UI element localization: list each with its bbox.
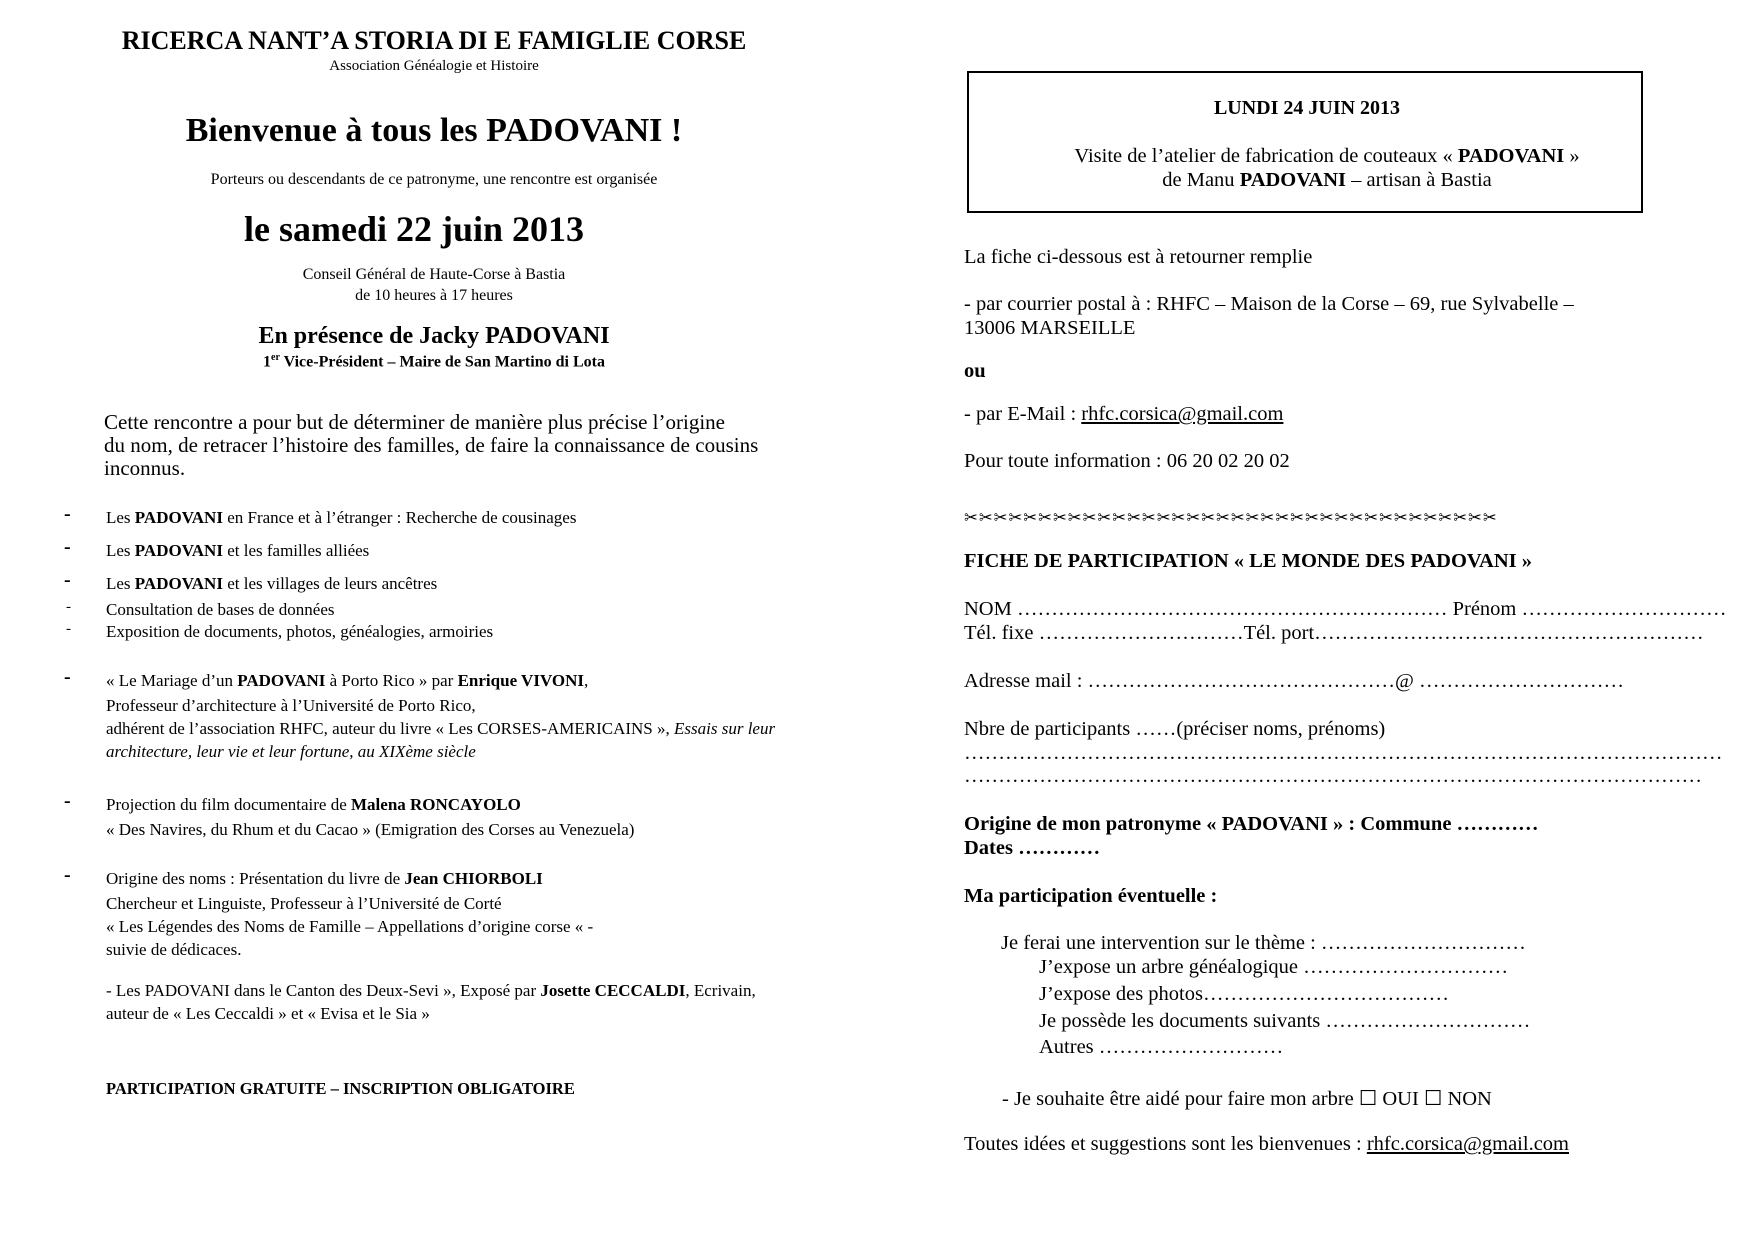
bullet-dash: -	[66, 621, 71, 637]
option-intervention: Je ferai une intervention sur le thème : …………………………	[1001, 932, 1526, 954]
help-request-line: - Je souhaite être aidé pour faire mon arbre ☐ OUI ☐ NON	[1002, 1088, 1492, 1110]
presence-line	[40, 323, 828, 350]
email-link[interactable]: rhfc.corsica@gmail.com	[1081, 403, 1284, 425]
visit-line-2: de Manu PADOVANI – artisan à Bastia	[1162, 169, 1492, 191]
purpose-line-2: du nom, de retracer l’histoire des familles, de faire la connaissance de cousins	[104, 433, 759, 457]
organization-subtitle: Association Généalogie et Histoire	[329, 58, 539, 74]
event-hours: de 10 heures à 17 heures	[355, 287, 513, 304]
return-note: La fiche ci-dessous est à retourner remplie	[964, 246, 1313, 268]
origin-line: Origine de mon patronyme « PADOVANI » : Commune …………	[964, 813, 1539, 835]
option-documents: Je possède les documents suivants …………………………	[1039, 1010, 1531, 1032]
scissors-cut-line: ✂✂✂✂✂✂✂✂✂✂✂✂✂✂✂✂✂✂✂✂✂✂✂✂✂✂✂✂✂✂✂✂✂✂✂✂	[964, 508, 1498, 527]
talk-chiorboli: Origine des noms : Présentation du livre de Jean CHIORBOLI	[106, 869, 543, 888]
option-autres: Autres ………………………	[1039, 1036, 1284, 1058]
info-line: Pour toute information : 06 20 02 20 02	[964, 450, 1290, 472]
bullet-dash: -	[64, 536, 71, 558]
presence-name: Jacky PADOVANI	[419, 323, 610, 349]
bullet-dash: -	[64, 503, 71, 525]
field-email: Adresse mail : ………………………………………@ …………………………	[964, 670, 1625, 692]
list-item-cousinages: Les PADOVANI en France et à l’étranger : Recherche de cousinages	[106, 508, 577, 527]
or-label: ou	[964, 360, 986, 382]
role-num: 1	[263, 353, 272, 371]
talk-chiorboli-line-4: suivie de dédicaces.	[106, 940, 242, 959]
list-item-bases: Consultation de bases de données	[106, 600, 335, 619]
bullet-dash: -	[64, 864, 71, 886]
welcome-heading: Bienvenue à tous les PADOVANI !	[185, 112, 683, 149]
form-title: FICHE DE PARTICIPATION « LE MONDE DES PADOVANI »	[964, 550, 1533, 572]
field-nom-prenom: NOM ……………………………………………………… Prénom …………………………	[964, 598, 1727, 620]
postal-line-1: - par courrier postal à : RHFC – Maison de la Corse – 69, rue Sylvabelle –	[964, 293, 1574, 315]
purpose-line-1: Cette rencontre a pour but de déterminer de manière plus précise l’origine	[104, 410, 725, 434]
footer-participation: PARTICIPATION GRATUITE – INSCRIPTION OBLIGATOIRE	[106, 1079, 575, 1098]
monday-date: LUNDI 24 JUIN 2013	[1213, 97, 1401, 119]
option-photos: J’expose des photos………………………………	[1039, 983, 1449, 1005]
talk-vivoni: « Le Mariage d’un PADOVANI à Porto Rico » par Enrique VIVONI,	[106, 671, 589, 690]
organization-title: RICERCA NANT’A STORIA DI E FAMIGLIE CORSE	[121, 26, 747, 55]
talk-ceccaldi: - Les PADOVANI dans le Canton des Deux-Sevi », Exposé par Josette CECCALDI, Ecrivain,	[106, 981, 756, 1000]
intro-text: Porteurs ou descendants de ce patronyme, une rencontre est organisée	[210, 171, 658, 188]
talk-chiorboli-line-3: « Les Légendes des Noms de Famille – Appellations d’origine corse « -	[106, 917, 594, 936]
bullet-dash: -	[64, 790, 71, 812]
purpose-line-3: inconnus.	[104, 456, 186, 480]
presence-role	[40, 352, 828, 371]
bullet-dash: -	[64, 666, 71, 688]
role-sup: er	[271, 352, 280, 363]
field-participants: Nbre de participants ……(préciser noms, prénoms)	[964, 718, 1386, 740]
dates-line: Dates …………	[964, 837, 1101, 859]
postal-line-2: 13006 MARSEILLE	[964, 317, 1136, 339]
talk-roncayolo-line-2: « Des Navires, du Rhum et du Cacao » (Emigration des Corses au Venezuela)	[106, 820, 635, 839]
ideas-email-link[interactable]: rhfc.corsica@gmail.com	[1366, 1133, 1569, 1155]
list-item-exposition: Exposition de documents, photos, généalogies, armoiries	[106, 622, 494, 641]
presence-label: En présence de	[258, 323, 420, 349]
talk-vivoni-line-4: architecture, leur vie et leur fortune, au XIXème siècle	[106, 742, 476, 761]
field-telephone: Tél. fixe …………………………Tél. port…………………………………………………	[964, 622, 1704, 644]
monday-visit-box	[967, 71, 1643, 213]
talk-vivoni-line-3: adhérent de l’association RHFC, auteur du livre « Les CORSES-AMERICAINS », Essais sur leur	[106, 719, 776, 738]
talk-roncayolo: Projection du film documentaire de Malena RONCAYOLO	[106, 795, 521, 814]
participation-heading: Ma participation éventuelle :	[964, 885, 1218, 907]
visit-line-1: Visite de l’atelier de fabrication de couteaux « PADOVANI »	[1074, 145, 1580, 167]
option-arbre: J’expose un arbre généalogique …………………………	[1039, 956, 1509, 978]
field-dots-2: ………………………………………………………………………………………………	[964, 765, 1702, 787]
talk-ceccaldi-line-2: auteur de « Les Ceccaldi » et « Evisa et le Sia »	[106, 1004, 430, 1023]
field-dots-1: …………………………………………………………………………………………………	[964, 742, 1723, 764]
role-rest: Vice-Président – Maire de San Martino di Lota	[279, 353, 605, 371]
email-line: - par E-Mail : rhfc.corsica@gmail.com	[964, 403, 1284, 425]
event-date: le samedi 22 juin 2013	[243, 209, 584, 249]
talk-vivoni-line-2: Professeur d’architecture à l’Université de Porto Rico,	[106, 696, 476, 715]
talk-chiorboli-line-2: Chercheur et Linguiste, Professeur à l’Université de Corté	[106, 894, 502, 913]
list-item-villages: Les PADOVANI et les villages de leurs ancêtres	[106, 574, 438, 593]
event-venue: Conseil Général de Haute-Corse à Bastia	[302, 266, 566, 283]
bullet-dash: -	[66, 599, 71, 615]
ideas-line: Toutes idées et suggestions sont les bienvenues : rhfc.corsica@gmail.com	[964, 1133, 1569, 1155]
bullet-dash: -	[64, 569, 71, 591]
list-item-familles: Les PADOVANI et les familles alliées	[106, 541, 370, 560]
